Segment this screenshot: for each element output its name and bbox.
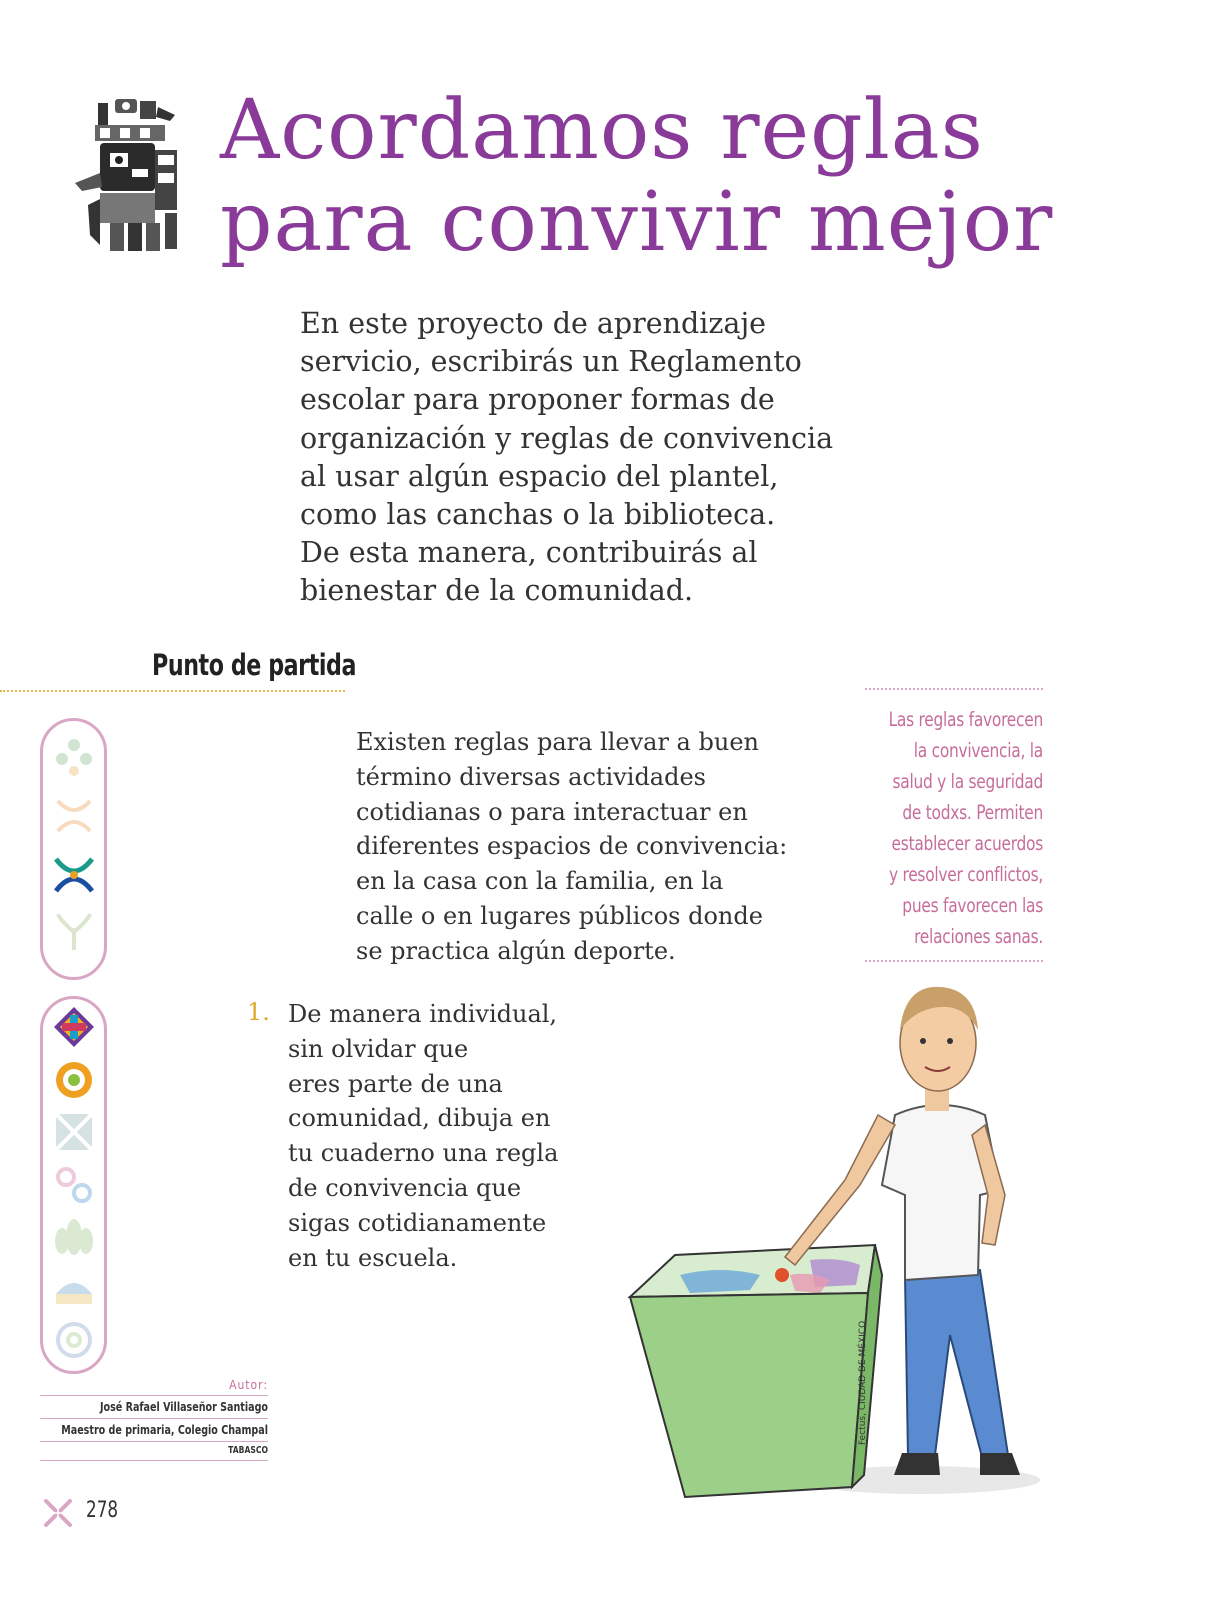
author-state: TABASCO [40,1441,268,1461]
faded-circle-icon [52,1318,96,1362]
title-line-2: para convivir mejor [220,175,1054,270]
side-note-line: Las reglas favorecen [888,708,1043,731]
section-divider [0,690,345,692]
paragraph-line: término diversas actividades [356,762,706,791]
intro-paragraph [300,305,860,611]
author-role: Maestro de primaria, Colegio Champal [40,1418,268,1441]
illustration-credit: Fectus, CIUDAD DE MÉXICO [858,1320,868,1445]
starting-point-paragraph [356,725,806,969]
activity-line: en tu escuela. [288,1243,458,1272]
side-note-line: la convivencia, la [913,739,1043,762]
page-number: 278 [86,1498,119,1523]
activity-line: de convivencia que [288,1173,522,1202]
intro-line: bienestar de la comunidad. [300,574,694,608]
activity-line: De manera individual, [288,1000,558,1028]
intro-line: De esta manera, contribuirás al [300,536,758,570]
intro-line: En este proyecto de aprendizaje [300,307,767,340]
faded-figures-icon [52,793,96,837]
side-note-line: de todxs. Permiten [902,801,1043,824]
intro-line: servicio, escribirás un Reglamento [300,345,802,379]
codex-glyph-icon [70,95,185,255]
intro-line: organización y reglas de convivencia [300,421,834,455]
section-heading: Punto de partida [152,648,357,682]
activity-line: sigas cotidianamente [288,1208,547,1237]
activity-line: tu cuaderno una regla [288,1139,559,1168]
activity-number: 1. [247,998,270,1026]
faded-globe-icon [52,1268,96,1312]
paragraph-line: calle o en lugares públicos donde [356,901,763,930]
paragraph-line: se practica algún deporte. [356,936,676,965]
page-title [220,85,1120,269]
intro-line: escolar para proponer formas de [300,383,775,417]
activity-line: comunidad, dibuja en [288,1104,551,1133]
faded-square-icon [52,1110,96,1154]
side-note-line: salud y la seguridad [892,770,1043,793]
side-note [865,688,1043,962]
paragraph-line: Existen reglas para llevar a buen [356,728,759,756]
page-ornament-icon [42,1497,74,1529]
illustration-man-trash-bin [620,975,1070,1510]
title-line-1: Acordamos reglas [220,83,984,178]
side-note-line: relaciones sanas. [914,925,1043,948]
faded-lotus-icon [52,1215,96,1259]
side-note-line: establecer acuerdos [891,832,1043,855]
faded-leaf-icon [52,735,96,779]
activity-text [288,997,588,1275]
spiral-icon [52,1058,96,1102]
diamond-cross-icon [52,1005,96,1049]
activity-line: eres parte de una [288,1069,503,1098]
paragraph-line: diferentes espacios de convivencia: [356,832,788,861]
side-note-line: pues favorecen las [902,894,1043,917]
intro-line: como las canchas o la biblioteca. [300,498,776,532]
side-note-line: y resolver conflictos, [888,863,1043,886]
paragraph-line: cotidianas o para interactuar en [356,797,748,826]
author-label: Autor: [229,1378,268,1392]
author-name: José Rafael Villaseñor Santiago [40,1395,268,1418]
paragraph-line: en la casa con la familia, en la [356,867,724,896]
activity-line: sin olvidar que [288,1034,469,1063]
intro-line: al usar algún espacio del plantel, [300,459,779,493]
faded-plant-icon [52,910,96,954]
people-link-icon [52,853,96,897]
author-credits [0,1378,268,1461]
faded-chain-icon [52,1163,96,1207]
